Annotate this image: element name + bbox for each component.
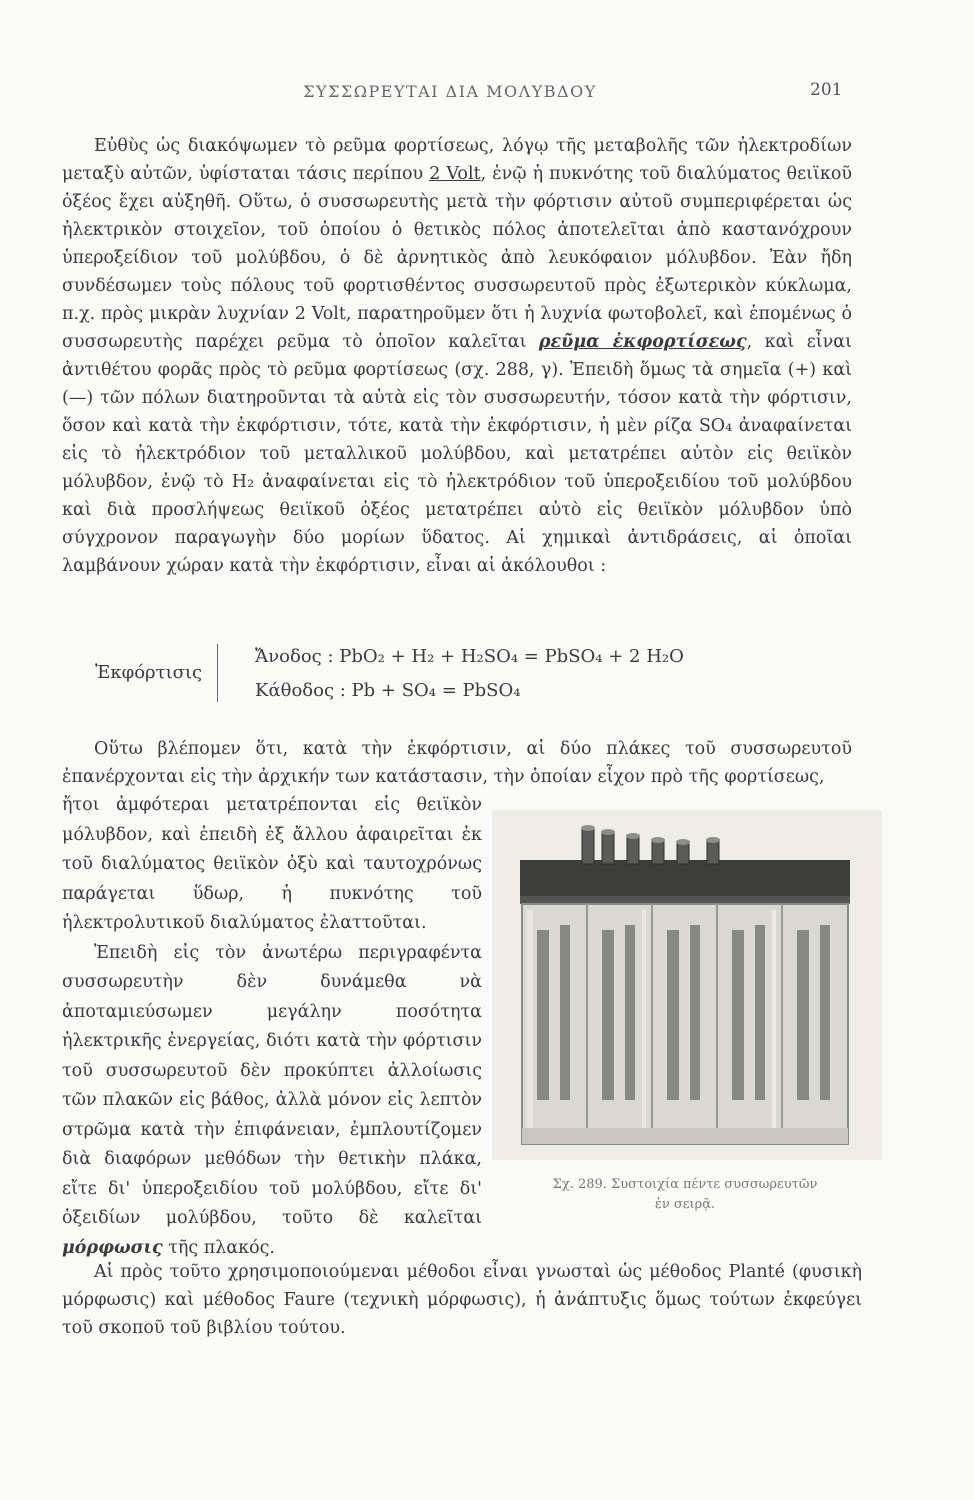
text-run: Ἐπειδὴ εἰς τὸν ἀνωτέρω περιγραφέντα συσσωρευτὴν δὲν δυνάμεθα νὰ ἀποταμιεύσωμεν μεγάλην ποσότητα ἠλεκτρικῆς ἐνεργείας, διότι κατὰ τὴν φόρτισιν τοῦ συσσωρευτοῦ δὲν προκύπτει ἀλλοίωσις τῶν πλακῶν εἰς βάθος, ἀλλὰ μόνον εἰς λεπτὸν στρῶμα κατὰ τὴν ἐπιφάνειαν, ἐμπλουτίζομεν διὰ διαφόρων μεθόδων τὴν θετικὴν πλάκα, εἴτε δι' ὑπεροξειδίου τοῦ μολύβδου, εἴτε δι' ὀξειδίων μολύβδου, τοῦτο δὲ καλεῖται (62, 942, 482, 1228)
battery-illustration (492, 810, 882, 1160)
wrapped-text-column (62, 791, 482, 1263)
caption-line: ἐν σειρᾷ. (654, 1197, 716, 1212)
anode-equation: Ἄνοδος : PbO₂ + H₂ + H₂SO₄ = PbSO₄ + 2 H₂O (255, 646, 684, 667)
caption-line: Σχ. 289. Συστοιχία πέντε συσσωρευτῶν (552, 1177, 818, 1192)
voltage-value: 2 Volt (429, 164, 481, 184)
text-run: , ἐνῷ ἡ πυκνότης τοῦ διαλύματος θειϊκοῦ ὀξέος ἔχει αὐξηθῆ. Οὕτω, ὁ συσσωρευτὴς μετὰ τὴν φόρτισιν αὐτοῦ συμπεριφέρεται ὡς ἠλεκτρικὸν στοιχεῖον, τοῦ ὁποίου ὁ θετικὸς πόλος ἀποτελεῖται ἀπὸ καστανόχρουν ὑπεροξείδιον τοῦ μολύβδου, ὁ δὲ ἀρνητικὸς ἀπὸ λευκόφαιον μόλυβδον. Ἐὰν ἤδη συνδέσωμεν τοὺς πόλους τοῦ φορτισθέντος συσσωρευτοῦ πρὸς ἐξωτερικὸν κύκλωμα, π.χ. πρὸς μικρὰν λυχνίαν 2 Volt, παρατηροῦμεν ὅτι ἡ λυχνία φωτοβολεῖ, καὶ ἑπομένως ὁ συσσωρευτὴς παρέχει ρεῦμα τὸ ὁποῖον καλεῖται (62, 164, 852, 352)
text-run: τῆς πλακός. (162, 1237, 275, 1258)
text-run: , καὶ εἶναι ἀντιθέτου φορᾶς πρὸς τὸ ρεῦμα φορτίσεως (σχ. 288, γ). Ἐπειδὴ ὅμως τὰ σημεῖα (+) καὶ (—) τῶν πόλων διατηροῦνται τὰ αὐτὰ εἰς τὸν συσσωρευτήν, τόσον κατὰ τὴν φόρτισιν, ὅσον καὶ κατὰ τὴν ἐκφόρτισιν, τότε, κατὰ τὴν ἐκφόρτισιν, ἡ μὲν ρίζα SO₄ ἀναφαίνεται εἰς τὸ ἠλεκτρόδιον τοῦ μεταλλικοῦ μολύβδου, καὶ μετατρέπει αὐτὸν εἰς θειϊκὸν μόλυβδον, ἐνῷ τὸ H₂ ἀναφαίνεται εἰς τὸ ἠλεκτρόδιον τοῦ ὑπεροξειδίου τοῦ μολύβδου καὶ διὰ προσλήψεως θειϊκοῦ ὀξέος μετατρέπει αὐτὸ εἰς θειϊκὸν μόλυβδον ὑπὸ σύγχρονον παραγωγὴν δύο μορίων ὕδατος. Αἱ χημικαὶ ἀντιδράσεις, αἱ ὁποῖαι λαμβάνουν χώραν κατὰ τὴν ἐκφόρτισιν, εἶναι αἱ ἀκόλουθοι : (62, 332, 852, 576)
text-run: ἤτοι ἀμφότεραι μετατρέπονται εἰς θειϊκὸν μόλυβδον, καὶ ἐπειδὴ ἐξ ἄλλου ἀφαιρεῖται ἐκ τοῦ διαλύματος θειϊκὸν ὀξὺ καὶ ταυτοχρόνως παράγεται ὕδωρ, ἡ πυκνότης τοῦ ἠλεκτρολυτικοῦ διαλύματος ἐλαττοῦται. (62, 795, 482, 933)
term-formation: μόρφωσις (62, 1237, 163, 1258)
text-run: Αἱ πρὸς τοῦτο χρησιμοποιούμεναι μέθοδοι εἶναι γνωσταὶ ὡς μέθοδος Planté (φυσικὴ μόρφωσις) καὶ μέθοδος Faure (τεχνικὴ μόρφωσις), ἡ ἀνάπτυξις ὅμως τούτων ἐκφεύγει τοῦ σκοποῦ τοῦ βιβλίου τούτου. (62, 1262, 862, 1338)
cathode-equation: Κάθοδος : Pb + SO₄ = PbSO₄ (255, 680, 521, 701)
text-run: Οὕτω βλέπομεν ὅτι, κατὰ τὴν ἐκφόρτισιν, αἱ δύο πλάκες τοῦ συσσωρευτοῦ ἐπανέρχονται εἰς τὴν ἀρχικήν των κατάστασιν, τὴν ὁποίαν εἶχον πρὸ τῆς φορτίσεως, (62, 739, 852, 787)
figure-caption (500, 1175, 870, 1215)
brace (217, 644, 228, 702)
paragraph-conclusion (62, 735, 852, 791)
running-header: ΣΥΣΣΩΡΕΥΤΑΙ ΔΙΑ ΜΟΛΥΒΔΟΥ (303, 82, 597, 101)
page-number: 201 (810, 80, 843, 100)
discharge-equations (95, 640, 855, 710)
battery-figure (492, 810, 882, 1160)
equations-label: Ἐκφόρτισις (95, 662, 203, 683)
text-run: Εὐθὺς ὡς διακόψωμεν τὸ ρεῦμα φορτίσεως, λόγῳ τῆς μεταβολῆς τῶν ἠλεκτροδίων μεταξὺ αὐτῶν, ὑφίσταται τάσις περίπου (62, 136, 852, 184)
term-discharge-current: ρεῦμα ἐκφορτίσεως (538, 332, 747, 352)
paragraph-methods (62, 1258, 862, 1342)
main-paragraph (62, 132, 852, 580)
